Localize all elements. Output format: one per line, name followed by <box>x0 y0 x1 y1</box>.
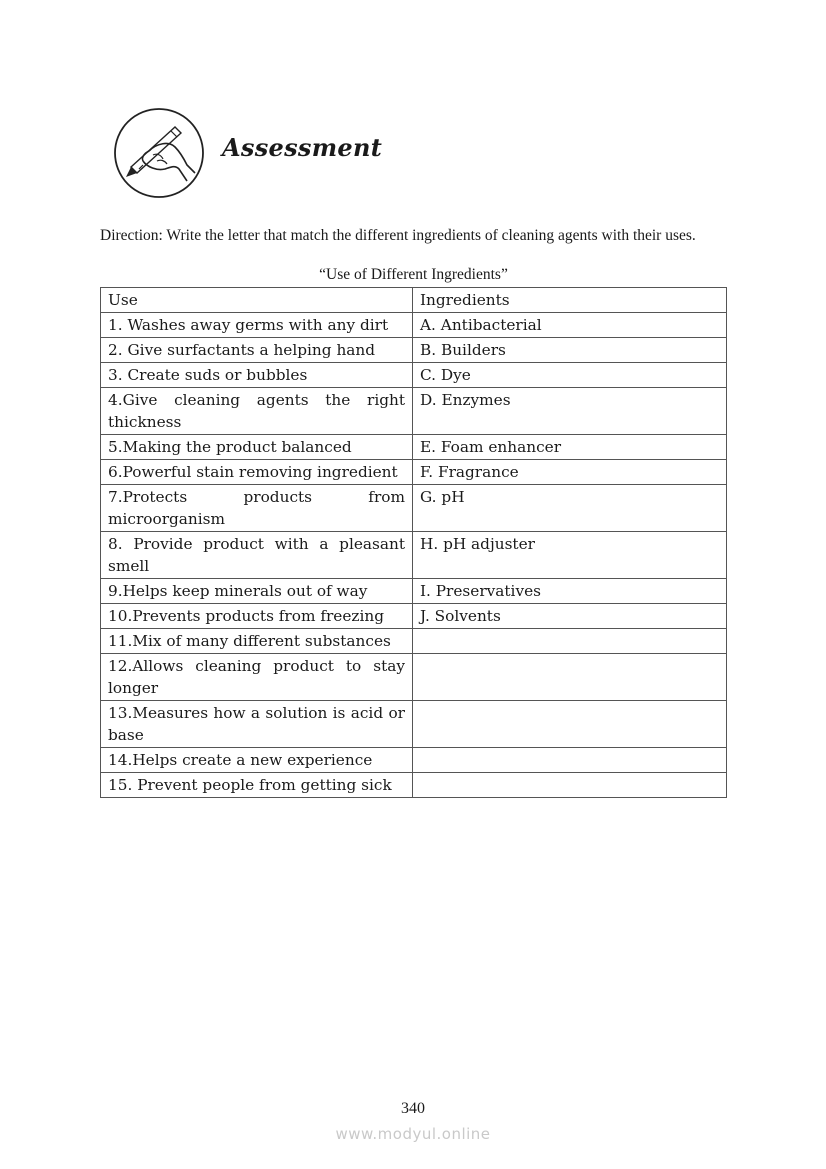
ingredient-cell <box>413 748 727 773</box>
use-cell: 9.Helps keep minerals out of way <box>101 579 413 604</box>
use-cell: 1. Washes away germs with any dirt <box>101 313 413 338</box>
ingredient-cell: C. Dye <box>413 363 727 388</box>
ingredient-cell: F. Fragrance <box>413 460 727 485</box>
table-row <box>101 773 727 798</box>
table-row <box>101 485 727 532</box>
ingredient-cell: E. Foam enhancer <box>413 435 727 460</box>
use-cell: 13.Measures how a solution is acid or base <box>101 701 413 748</box>
table-row <box>101 701 727 748</box>
direction-text: Direction: Write the letter that match the different ingredients of cleaning agents with their uses. <box>100 227 696 244</box>
ingredient-cell: I. Preservatives <box>413 579 727 604</box>
table-row <box>101 654 727 701</box>
ingredient-cell <box>413 773 727 798</box>
ingredient-cell <box>413 629 727 654</box>
watermark: www.modyul.online <box>335 1125 491 1143</box>
use-cell: 10.Prevents products from freezing <box>101 604 413 629</box>
ingredient-cell: D. Enzymes <box>413 388 727 435</box>
ingredient-cell: J. Solvents <box>413 604 727 629</box>
matching-table <box>100 287 727 798</box>
table-row <box>101 629 727 654</box>
column-header-ingredients: Ingredients <box>413 288 727 313</box>
ingredient-cell: A. Antibacterial <box>413 313 727 338</box>
table-row <box>101 338 727 363</box>
use-cell: 12.Allows cleaning product to stay longer <box>101 654 413 701</box>
use-cell: 4.Give cleaning agents the right thickness <box>101 388 413 435</box>
table-header-row <box>101 288 727 313</box>
use-cell: 11.Mix of many different substances <box>101 629 413 654</box>
table-row <box>101 604 727 629</box>
table-row <box>101 435 727 460</box>
table-row <box>101 388 727 435</box>
use-cell: 14.Helps create a new experience <box>101 748 413 773</box>
column-header-use: Use <box>101 288 413 313</box>
ingredient-cell <box>413 654 727 701</box>
table-caption: “Use of Different Ingredients” <box>319 266 508 283</box>
section-heading: Assessment <box>222 133 383 162</box>
table-row <box>101 313 727 338</box>
ingredient-cell: G. pH <box>413 485 727 532</box>
table-row <box>101 460 727 485</box>
table-row <box>101 532 727 579</box>
use-cell: 2. Give surfactants a helping hand <box>101 338 413 363</box>
use-cell: 15. Prevent people from getting sick <box>101 773 413 798</box>
ingredient-cell <box>413 701 727 748</box>
use-cell: 5.Making the product balanced <box>101 435 413 460</box>
table-row <box>101 748 727 773</box>
table-row <box>101 363 727 388</box>
use-cell: 7.Protects products from microorganism <box>101 485 413 532</box>
ingredient-cell: H. pH adjuster <box>413 532 727 579</box>
table-row <box>101 579 727 604</box>
use-cell: 3. Create suds or bubbles <box>101 363 413 388</box>
use-cell: 6.Powerful stain removing ingredient <box>101 460 413 485</box>
hand-writing-with-pencil-icon <box>113 107 205 199</box>
use-cell: 8. Provide product with a pleasant smell <box>101 532 413 579</box>
page-number: 340 <box>401 1100 425 1117</box>
ingredient-cell: B. Builders <box>413 338 727 363</box>
